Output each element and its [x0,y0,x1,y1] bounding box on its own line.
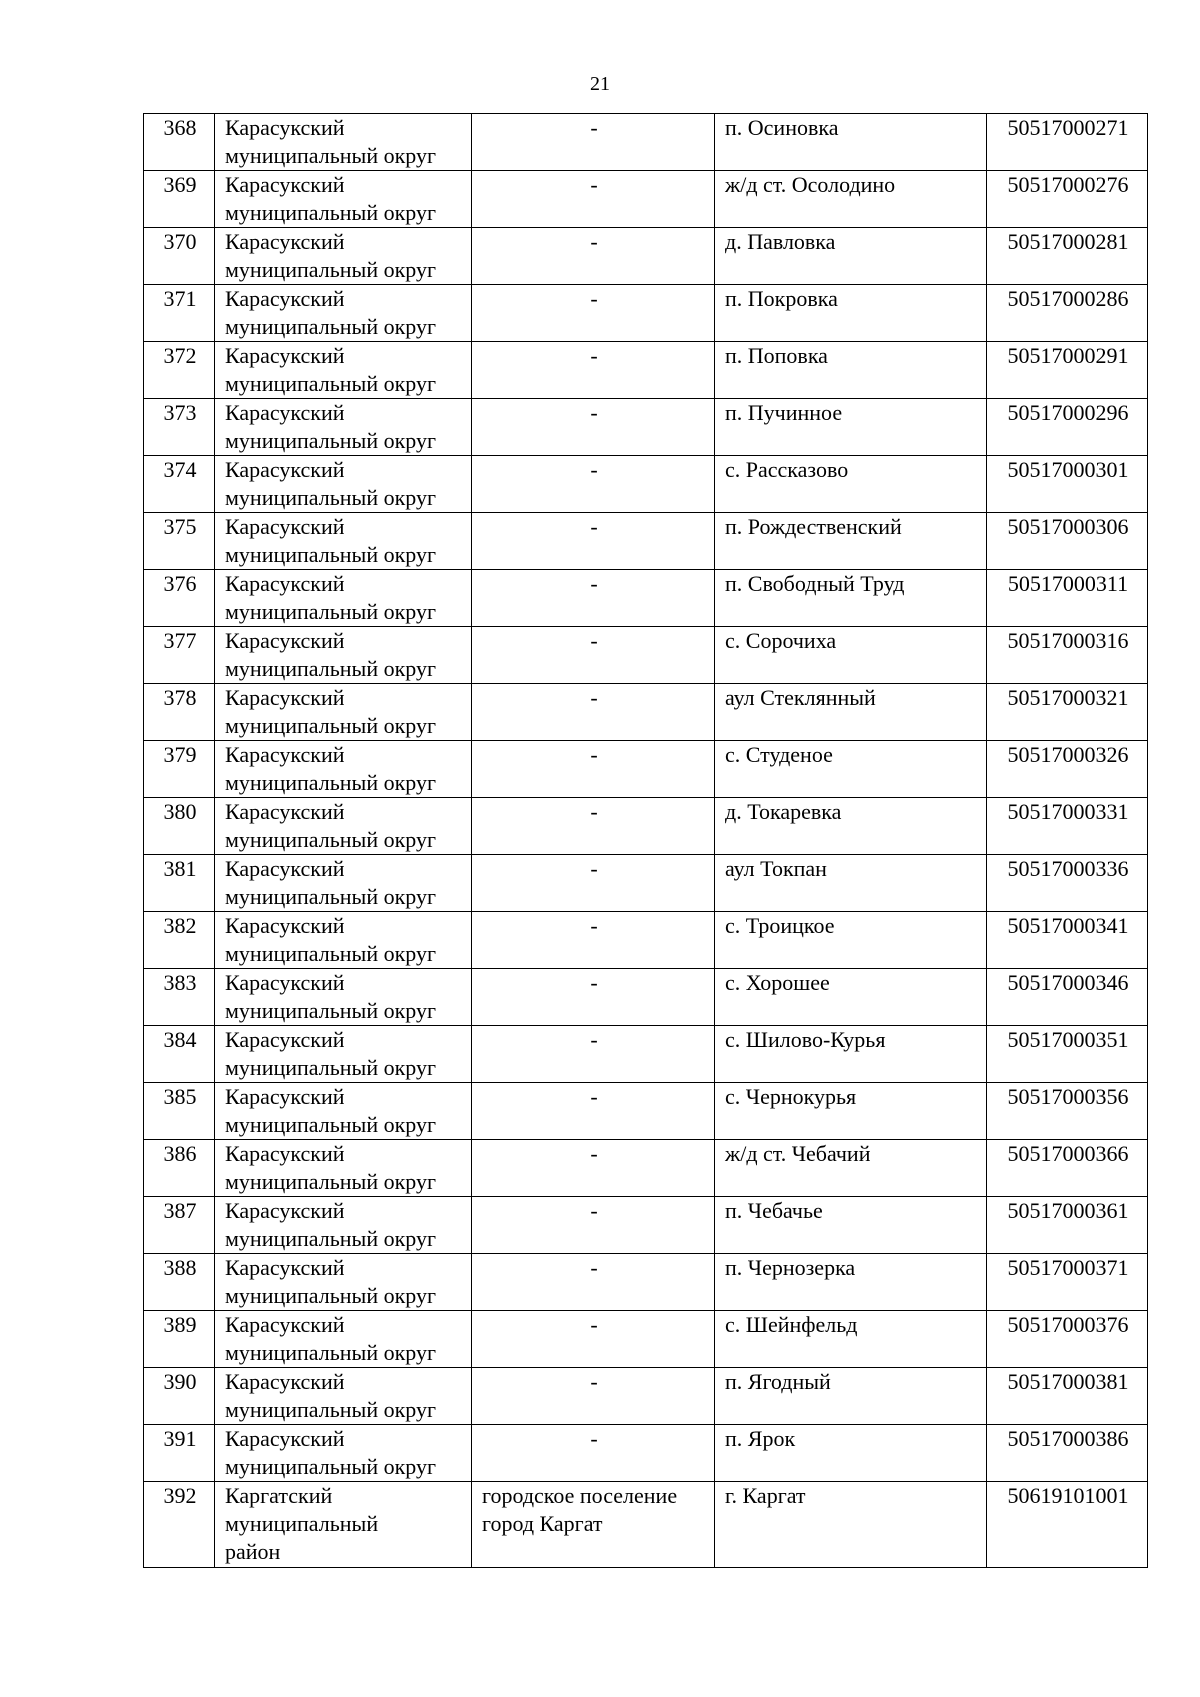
settlement-cell [472,1311,715,1368]
settlement-cell [472,969,715,1026]
municipality-line: Карасукский [225,571,345,596]
row-number-cell: 379 [144,741,215,798]
municipality-line: муниципальный округ [225,257,437,282]
settlement-line: - [590,1027,598,1052]
settlement-cell [472,285,715,342]
settlement-cell [472,228,715,285]
row-number-cell: 368 [144,114,215,171]
settlement-line: - [590,970,598,995]
settlement-cell [472,627,715,684]
municipality-line: муниципальный округ [225,143,437,168]
municipality-line: Карасукский [225,970,345,995]
locality-cell: п. Свободный Труд [715,570,987,627]
municipality-line: муниципальный округ [225,1397,437,1422]
municipality-cell [215,969,472,1026]
municipality-line: муниципальный округ [225,200,437,225]
oktmo-code-cell: 50619101001 [987,1482,1148,1568]
table-body [144,114,1148,1568]
oktmo-code-cell: 50517000316 [987,627,1148,684]
table-row [144,741,1148,798]
row-number-cell: 386 [144,1140,215,1197]
settlement-cell [472,1254,715,1311]
oktmo-code-cell: 50517000276 [987,171,1148,228]
municipality-line: муниципальный округ [225,1055,437,1080]
settlement-line: - [590,172,598,197]
table-row [144,342,1148,399]
municipality-line: Карасукский [225,514,345,539]
row-number-cell: 391 [144,1425,215,1482]
settlement-line: - [590,1369,598,1394]
municipality-line: Карасукский [225,1027,345,1052]
row-number-cell: 381 [144,855,215,912]
municipality-line: Карасукский [225,1312,345,1337]
municipality-line: муниципальный округ [225,1454,437,1479]
row-number-cell: 369 [144,171,215,228]
oktmo-code-cell: 50517000311 [987,570,1148,627]
municipality-cell [215,855,472,912]
settlement-cell [472,1482,715,1568]
oktmo-code-cell: 50517000271 [987,114,1148,171]
oktmo-code-cell: 50517000281 [987,228,1148,285]
oktmo-code-cell: 50517000341 [987,912,1148,969]
municipality-line: Карасукский [225,457,345,482]
table-row [144,1311,1148,1368]
table-row [144,1026,1148,1083]
municipality-line: район [225,1539,281,1564]
oktmo-code-cell: 50517000371 [987,1254,1148,1311]
locality-cell: д. Токаревка [715,798,987,855]
settlement-line: - [590,514,598,539]
settlement-cell [472,912,715,969]
settlement-cell [472,1026,715,1083]
oktmo-code-cell: 50517000286 [987,285,1148,342]
oktmo-code-cell: 50517000381 [987,1368,1148,1425]
municipality-cell [215,285,472,342]
municipality-line: муниципальный округ [225,770,437,795]
settlement-line: - [590,343,598,368]
municipality-line: Карасукский [225,856,345,881]
table-row [144,570,1148,627]
table-row [144,285,1148,342]
settlement-line: - [590,913,598,938]
municipality-line: муниципальный округ [225,1283,437,1308]
municipality-cell [215,513,472,570]
settlement-line: - [590,1426,598,1451]
oktmo-code-cell: 50517000306 [987,513,1148,570]
table-row [144,1083,1148,1140]
municipality-line: муниципальный округ [225,713,437,738]
locality-cell: п. Ярок [715,1425,987,1482]
municipality-cell [215,1197,472,1254]
locality-cell: п. Чебачье [715,1197,987,1254]
table-row [144,1368,1148,1425]
settlement-line: - [590,742,598,767]
locality-cell: ж/д ст. Чебачий [715,1140,987,1197]
table-row [144,114,1148,171]
row-number-cell: 370 [144,228,215,285]
settlement-cell [472,1083,715,1140]
oktmo-code-cell: 50517000386 [987,1425,1148,1482]
row-number-cell: 377 [144,627,215,684]
municipality-cell [215,1425,472,1482]
settlement-line: город Каргат [482,1511,603,1536]
table-row [144,399,1148,456]
municipality-line: муниципальный округ [225,941,437,966]
settlement-cell [472,1425,715,1482]
municipality-line: муниципальный округ [225,884,437,909]
settlement-cell [472,570,715,627]
row-number-cell: 384 [144,1026,215,1083]
settlement-line: - [590,229,598,254]
settlement-cell [472,342,715,399]
locality-cell: с. Сорочиха [715,627,987,684]
table-row [144,1425,1148,1482]
settlement-cell [472,114,715,171]
locality-cell: с. Студеное [715,741,987,798]
municipality-line: Карасукский [225,685,345,710]
oktmo-code-cell: 50517000291 [987,342,1148,399]
municipality-cell [215,1368,472,1425]
municipality-line: Карасукский [225,286,345,311]
settlement-line: - [590,628,598,653]
locality-cell: с. Шилово-Курья [715,1026,987,1083]
municipality-cell [215,399,472,456]
municipality-cell [215,114,472,171]
municipality-line: муниципальный округ [225,1112,437,1137]
municipality-cell [215,228,472,285]
row-number-cell: 387 [144,1197,215,1254]
locality-cell: с. Троицкое [715,912,987,969]
municipality-line: Карасукский [225,628,345,653]
settlement-line: - [590,799,598,824]
municipality-cell [215,741,472,798]
municipality-line: муниципальный округ [225,827,437,852]
oktmo-code-cell: 50517000301 [987,456,1148,513]
locality-cell: г. Каргат [715,1482,987,1568]
row-number-cell: 378 [144,684,215,741]
row-number-cell: 392 [144,1482,215,1568]
municipality-cell [215,1311,472,1368]
row-number-cell: 375 [144,513,215,570]
settlement-cell [472,855,715,912]
settlement-cell [472,798,715,855]
oktmo-code-cell: 50517000351 [987,1026,1148,1083]
locality-cell: п. Поповка [715,342,987,399]
row-number-cell: 389 [144,1311,215,1368]
table-row [144,1482,1148,1568]
municipality-line: Каргатский [225,1483,333,1508]
table-row [144,684,1148,741]
settlement-line: - [590,400,598,425]
settlement-line: городское поселение [482,1483,678,1508]
table-row [144,513,1148,570]
municipality-line: Карасукский [225,115,345,140]
row-number-cell: 373 [144,399,215,456]
locality-cell: п. Пучинное [715,399,987,456]
table-row [144,912,1148,969]
municipality-line: муниципальный округ [225,542,437,567]
settlement-cell [472,1368,715,1425]
row-number-cell: 371 [144,285,215,342]
municipality-line: Карасукский [225,1426,345,1451]
oktmo-code-cell: 50517000326 [987,741,1148,798]
settlement-cell [472,171,715,228]
locality-cell: п. Осиновка [715,114,987,171]
oktmo-code-cell: 50517000336 [987,855,1148,912]
municipality-line: муниципальный округ [225,1169,437,1194]
settlement-cell [472,1197,715,1254]
municipality-line: муниципальный округ [225,656,437,681]
municipality-line: Карасукский [225,172,345,197]
settlement-cell [472,684,715,741]
locality-cell: п. Рождественский [715,513,987,570]
settlement-line: - [590,1084,598,1109]
settlement-line: - [590,571,598,596]
locality-cell: аул Стеклянный [715,684,987,741]
settlement-line: - [590,115,598,140]
settlement-cell [472,399,715,456]
page-number: 21 [590,73,610,95]
oktmo-code-cell: 50517000366 [987,1140,1148,1197]
municipality-line: Карасукский [225,229,345,254]
municipality-line: Карасукский [225,1141,345,1166]
municipality-cell [215,1254,472,1311]
oktmo-code-cell: 50517000376 [987,1311,1148,1368]
row-number-cell: 374 [144,456,215,513]
municipality-cell [215,1140,472,1197]
table-row [144,798,1148,855]
settlement-cell [472,513,715,570]
municipality-line: Карасукский [225,1084,345,1109]
oktmo-code-cell: 50517000346 [987,969,1148,1026]
municipality-cell [215,684,472,741]
municipality-cell [215,570,472,627]
oktmo-code-cell: 50517000361 [987,1197,1148,1254]
municipality-line: муниципальный [225,1511,379,1536]
locality-cell: с. Шейнфельд [715,1311,987,1368]
municipality-line: муниципальный округ [225,485,437,510]
row-number-cell: 382 [144,912,215,969]
row-number-cell: 383 [144,969,215,1026]
oktmo-code-cell: 50517000296 [987,399,1148,456]
municipality-cell [215,1026,472,1083]
settlement-line: - [590,457,598,482]
settlement-line: - [590,1255,598,1280]
oktmo-code-cell: 50517000321 [987,684,1148,741]
settlement-cell [472,456,715,513]
municipality-line: Карасукский [225,1255,345,1280]
municipality-line: муниципальный округ [225,314,437,339]
locality-cell: п. Покровка [715,285,987,342]
row-number-cell: 388 [144,1254,215,1311]
municipality-line: Карасукский [225,913,345,938]
settlements-table [143,113,1148,1568]
municipality-cell [215,627,472,684]
table-row [144,1140,1148,1197]
locality-cell: п. Ягодный [715,1368,987,1425]
settlement-line: - [590,856,598,881]
municipality-line: Карасукский [225,400,345,425]
table-row [144,1254,1148,1311]
row-number-cell: 372 [144,342,215,399]
table-row [144,1197,1148,1254]
municipality-line: муниципальный округ [225,371,437,396]
settlement-cell [472,1140,715,1197]
settlement-cell [472,741,715,798]
locality-cell: аул Токпан [715,855,987,912]
oktmo-code-cell: 50517000356 [987,1083,1148,1140]
municipality-cell [215,342,472,399]
municipality-cell [215,798,472,855]
settlement-line: - [590,1312,598,1337]
locality-cell: ж/д ст. Осолодино [715,171,987,228]
row-number-cell: 385 [144,1083,215,1140]
municipality-line: Карасукский [225,1198,345,1223]
municipality-line: муниципальный округ [225,428,437,453]
municipality-line: Карасукский [225,1369,345,1394]
municipality-cell [215,456,472,513]
settlement-line: - [590,286,598,311]
table-row [144,627,1148,684]
table-row [144,171,1148,228]
municipality-line: муниципальный округ [225,1340,437,1365]
municipality-cell [215,1482,472,1568]
row-number-cell: 390 [144,1368,215,1425]
municipality-cell [215,1083,472,1140]
settlement-line: - [590,1198,598,1223]
oktmo-code-cell: 50517000331 [987,798,1148,855]
municipality-line: Карасукский [225,343,345,368]
municipality-cell [215,912,472,969]
row-number-cell: 380 [144,798,215,855]
locality-cell: д. Павловка [715,228,987,285]
locality-cell: с. Чернокурья [715,1083,987,1140]
municipality-line: муниципальный округ [225,599,437,624]
municipality-line: Карасукский [225,799,345,824]
municipality-line: Карасукский [225,742,345,767]
row-number-cell: 376 [144,570,215,627]
settlement-line: - [590,1141,598,1166]
locality-cell: с. Рассказово [715,456,987,513]
municipality-cell [215,171,472,228]
locality-cell: п. Чернозерка [715,1254,987,1311]
table-row [144,228,1148,285]
municipality-line: муниципальный округ [225,1226,437,1251]
table-row [144,456,1148,513]
locality-cell: с. Хорошее [715,969,987,1026]
table-row [144,969,1148,1026]
table-row [144,855,1148,912]
settlement-line: - [590,685,598,710]
municipality-line: муниципальный округ [225,998,437,1023]
